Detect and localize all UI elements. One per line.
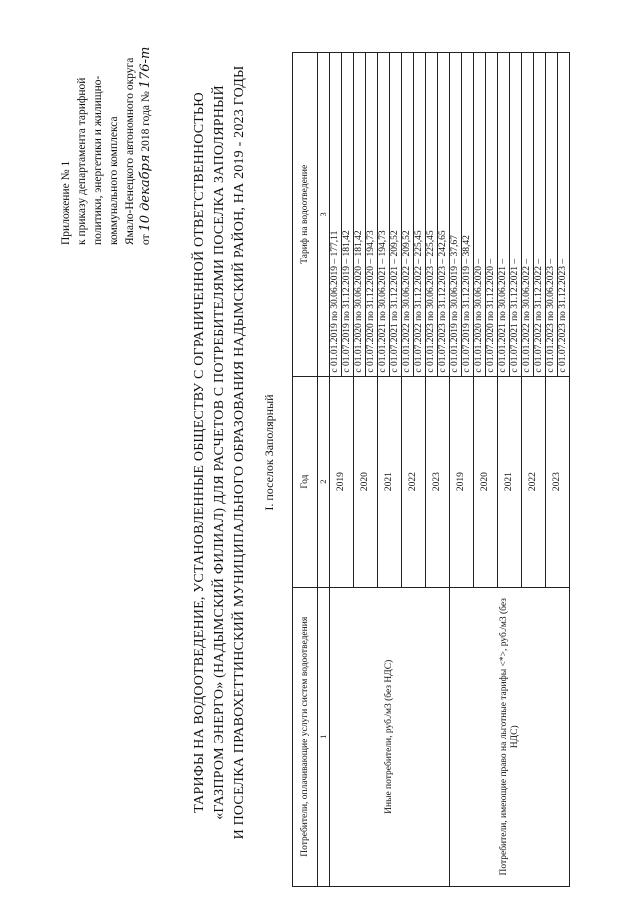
tariff-period: с 01.07.2023 по 31.12.2023 – 242,65 xyxy=(438,53,450,377)
document-title xyxy=(190,0,250,905)
table-row xyxy=(450,53,462,887)
tariff-period: с 01.07.2019 по 31.12.2019 – 181,42 xyxy=(342,53,354,377)
appendix-line: политики, энергетики и жилищно- xyxy=(92,75,104,245)
tariff-period: с 01.01.2020 по 30.06.2020 – xyxy=(474,53,486,377)
tariff-period: с 01.01.2021 по 30.06.2021 – xyxy=(498,53,510,377)
date-day: 10 декабря xyxy=(138,154,153,232)
appendix-line: Ямало-Ненецкого автономного округа xyxy=(124,57,136,245)
year-cell: 2019 xyxy=(330,376,354,587)
tariff-period: с 01.01.2019 по 30.06.2019 – 177,11 xyxy=(330,53,342,377)
column-number: 1 xyxy=(318,587,330,886)
tariff-period: с 01.07.2021 по 31.12.2021 – 209,52 xyxy=(390,53,402,377)
year-cell: 2021 xyxy=(498,376,522,587)
tariff-period: с 01.01.2021 по 30.06.2021 – 194,73 xyxy=(378,53,390,377)
date-year: 2018 года № xyxy=(140,91,152,152)
tariff-period: с 01.01.2019 по 30.06.2019 – 37,67 xyxy=(450,53,462,377)
consumer-cell: Иные потребители, руб./м3 (без НДС) xyxy=(330,587,450,886)
year-cell: 2023 xyxy=(546,376,570,587)
year-cell: 2022 xyxy=(522,376,546,587)
year-cell: 2019 xyxy=(450,376,474,587)
appendix-line: к приказу департамента тарифной xyxy=(76,77,88,245)
tariff-period: с 01.07.2021 по 31.12.2021 – xyxy=(510,53,522,377)
header-year: Год xyxy=(293,376,318,587)
order-number: 176-т xyxy=(138,46,153,89)
appendix-line: Приложение № 1 xyxy=(60,160,72,245)
year-cell: 2020 xyxy=(474,376,498,587)
table-row xyxy=(330,53,342,887)
tariff-period: с 01.07.2019 по 31.12.2019 – 38,42 xyxy=(462,53,474,377)
column-number-row xyxy=(318,53,330,887)
column-number: 2 xyxy=(318,376,330,587)
tariff-period: с 01.01.2020 по 30.06.2020 – 181,42 xyxy=(354,53,366,377)
appendix-line: коммунального комплекса xyxy=(108,116,120,245)
header-tariff: Тариф на водоотведение xyxy=(293,53,318,377)
date-prefix: от xyxy=(140,234,152,245)
year-cell: 2023 xyxy=(426,376,450,587)
tariff-period: с 01.07.2022 по 31.12.2022 – xyxy=(534,53,546,377)
tariff-period: с 01.07.2022 по 31.12.2022 – 225,45 xyxy=(414,53,426,377)
title-line: «ГАЗПРОМ ЭНЕРГО» (НАДЫМСКИЙ ФИЛИАЛ) ДЛЯ РАСЧЕТОВ С ПОТРЕБИТЕЛЯМИ ПОСЕЛКА ЗАПОЛЯРНЫЙ xyxy=(212,85,227,820)
tariff-table xyxy=(292,52,570,887)
title-line: ТАРИФЫ НА ВОДООТВЕДЕНИЕ, УСТАНОВЛЕННЫЕ ОБЩЕСТВУ С ОГРАНИЧЕННОЙ ОТВЕТСТВЕННОСТЬЮ xyxy=(192,92,207,813)
tariff-period: с 01.07.2023 по 31.12.2023 – xyxy=(558,53,570,377)
appendix-date-line xyxy=(138,5,154,245)
title-line: И ПОСЕЛКА ПРАВОХЕТТИНСКИЙ МУНИЦИПАЛЬНОГО ОБРАЗОВАНИЯ НАДЫМСКИЙ РАЙОН, НА 2019 - 2023 ГОДЫ xyxy=(232,65,247,840)
column-number: 3 xyxy=(318,53,330,377)
tariff-period: с 01.01.2023 по 30.06.2023 – xyxy=(546,53,558,377)
section-title: I. поселок Заполярный xyxy=(262,394,276,511)
year-cell: 2021 xyxy=(378,376,402,587)
table-header-row xyxy=(293,53,318,887)
year-cell: 2022 xyxy=(402,376,426,587)
consumer-cell: Потребители, имеющие право на льготные тарифы <*>, руб./м3 (без НДС) xyxy=(450,587,570,886)
tariff-period: с 01.07.2020 по 31.12.2020 – xyxy=(486,53,498,377)
tariff-period: с 01.01.2022 по 30.06.2022 – 209,52 xyxy=(402,53,414,377)
tariff-period: с 01.01.2022 по 30.06.2022 – xyxy=(522,53,534,377)
tariff-period: с 01.01.2023 по 30.06.2023 – 225,45 xyxy=(426,53,438,377)
tariff-period: с 01.07.2020 по 31.12.2020 – 194,73 xyxy=(366,53,378,377)
appendix-block xyxy=(58,5,154,245)
header-consumers: Потребители, оплачивающие услуги систем водоотведения xyxy=(293,587,318,886)
year-cell: 2020 xyxy=(354,376,378,587)
